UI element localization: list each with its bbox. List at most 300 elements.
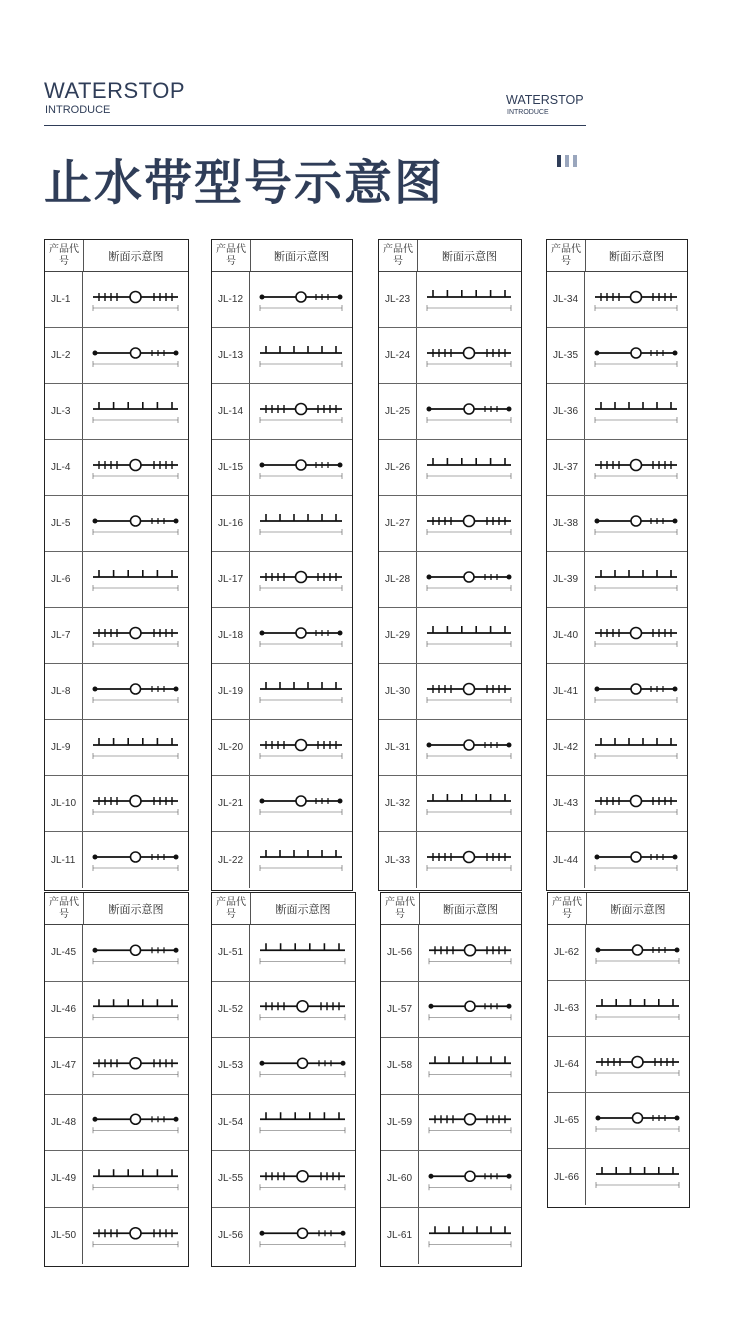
spec-table-1 (44, 239, 189, 891)
waterstop-profile-icon (423, 1213, 517, 1260)
table-row (45, 440, 188, 496)
table-row (212, 982, 355, 1039)
table-row (212, 1151, 355, 1208)
product-code: JL-11 (45, 832, 83, 888)
table-row (379, 720, 521, 776)
product-code: JL-21 (212, 776, 250, 831)
waterstop-profile-icon (589, 445, 683, 491)
table-row (212, 832, 352, 888)
table-row (548, 1037, 689, 1093)
waterstop-profile-icon (421, 389, 517, 435)
waterstop-profile-icon (254, 389, 348, 435)
waterstop-profile-icon (254, 1043, 351, 1090)
waterstop-profile-icon (590, 930, 685, 976)
waterstop-profile-icon (254, 725, 348, 771)
table-row (45, 832, 188, 888)
product-code: JL-5 (45, 496, 83, 551)
waterstop-profile-icon (589, 333, 683, 379)
spec-table-3 (378, 239, 522, 891)
table-row (212, 608, 352, 664)
waterstop-profile-icon (589, 557, 683, 603)
table-row (379, 664, 521, 720)
waterstop-profile-icon (589, 725, 683, 771)
table-row (212, 664, 352, 720)
product-code: JL-61 (381, 1208, 419, 1265)
waterstop-profile-icon (254, 445, 348, 491)
product-code: JL-25 (379, 384, 417, 439)
table-row (381, 1151, 521, 1208)
waterstop-profile-icon (254, 930, 351, 977)
product-code: JL-51 (212, 925, 250, 981)
product-code: JL-38 (547, 496, 585, 551)
table-header (45, 893, 188, 925)
product-code: JL-1 (45, 272, 83, 327)
section-diagram (417, 496, 521, 551)
section-diagram (417, 552, 521, 607)
brand-subtitle: INTRODUCE (45, 104, 111, 116)
product-code: JL-43 (547, 776, 585, 831)
product-code: JL-9 (45, 720, 83, 775)
section-diagram (419, 1095, 521, 1151)
waterstop-profile-icon (87, 277, 184, 323)
product-code: JL-24 (379, 328, 417, 383)
table-header (212, 240, 352, 272)
waterstop-profile-icon (87, 930, 184, 977)
table-row (548, 925, 689, 981)
table-row (45, 776, 188, 832)
brand-title: WATERSTOP (44, 78, 185, 103)
waterstop-profile-icon (421, 445, 517, 491)
section-diagram (83, 272, 188, 327)
product-code: JL-58 (381, 1038, 419, 1094)
table-row (379, 440, 521, 496)
section-diagram (83, 1208, 188, 1265)
section-diagram (419, 925, 521, 981)
waterstop-profile-icon (87, 557, 184, 603)
product-code: JL-2 (45, 328, 83, 383)
section-diagram (586, 981, 689, 1036)
product-code: JL-45 (45, 925, 83, 981)
code-column-header: 产品代号 (45, 893, 84, 924)
product-code: JL-59 (381, 1095, 419, 1151)
product-code: JL-27 (379, 496, 417, 551)
product-code: JL-64 (548, 1037, 586, 1092)
product-code: JL-18 (212, 608, 250, 663)
waterstop-profile-icon (254, 277, 348, 323)
waterstop-profile-icon (589, 669, 683, 715)
section-diagram (417, 720, 521, 775)
section-diagram (250, 1095, 355, 1151)
waterstop-profile-icon (589, 501, 683, 547)
table-row (212, 552, 352, 608)
product-code: JL-35 (547, 328, 585, 383)
section-diagram (250, 552, 352, 607)
waterstop-profile-icon (254, 1099, 351, 1146)
product-code: JL-46 (45, 982, 83, 1038)
diagram-column-header: 断面示意图 (609, 249, 664, 263)
section-diagram (250, 1038, 355, 1094)
section-diagram (417, 440, 521, 495)
waterstop-profile-icon (87, 613, 184, 659)
table-row (379, 496, 521, 552)
section-diagram (417, 776, 521, 831)
product-code: JL-60 (381, 1151, 419, 1207)
section-diagram (83, 1095, 188, 1151)
section-diagram (250, 384, 352, 439)
product-code: JL-54 (212, 1095, 250, 1151)
section-diagram (586, 1037, 689, 1092)
product-code: JL-6 (45, 552, 83, 607)
code-column-header: 产品代号 (212, 240, 251, 271)
table-row (212, 1208, 355, 1265)
section-diagram (250, 496, 352, 551)
waterstop-profile-icon (589, 277, 683, 323)
product-code: JL-44 (547, 832, 585, 888)
table-row (212, 1095, 355, 1152)
table-row (381, 1208, 521, 1265)
waterstop-profile-icon (87, 389, 184, 435)
spec-table-2 (211, 239, 353, 891)
table-row (45, 384, 188, 440)
waterstop-profile-icon (589, 781, 683, 827)
product-code: JL-50 (45, 1208, 83, 1265)
table-row (547, 496, 687, 552)
code-column-header: 产品代号 (212, 893, 251, 924)
product-code: JL-62 (548, 925, 586, 980)
waterstop-profile-icon (87, 1156, 184, 1203)
table-row (547, 384, 687, 440)
section-diagram (585, 664, 687, 719)
section-diagram (585, 384, 687, 439)
table-row (45, 608, 188, 664)
product-code: JL-3 (45, 384, 83, 439)
product-code: JL-29 (379, 608, 417, 663)
code-column-header: 产品代号 (45, 240, 84, 271)
waterstop-profile-icon (590, 1042, 685, 1088)
table-row (212, 440, 352, 496)
product-code: JL-41 (547, 664, 585, 719)
section-diagram (585, 832, 687, 888)
product-code: JL-26 (379, 440, 417, 495)
section-diagram (250, 440, 352, 495)
table-header (212, 893, 355, 925)
waterstop-profile-icon (589, 389, 683, 435)
waterstop-profile-icon (87, 986, 184, 1033)
table-row (45, 552, 188, 608)
waterstop-profile-icon (87, 669, 184, 715)
table-row (547, 832, 687, 888)
table-row (379, 776, 521, 832)
table-row (547, 272, 687, 328)
waterstop-profile-icon (254, 837, 348, 883)
table-row (45, 720, 188, 776)
section-diagram (585, 776, 687, 831)
waterstop-profile-icon (254, 333, 348, 379)
section-diagram (250, 982, 355, 1038)
table-row (379, 272, 521, 328)
product-code: JL-13 (212, 328, 250, 383)
table-header (381, 893, 521, 925)
table-row (548, 981, 689, 1037)
waterstop-profile-icon (87, 837, 184, 883)
waterstop-profile-icon (254, 501, 348, 547)
table-row (45, 925, 188, 982)
waterstop-profile-icon (423, 1099, 517, 1146)
product-code: JL-36 (547, 384, 585, 439)
product-code: JL-42 (547, 720, 585, 775)
product-code: JL-19 (212, 664, 250, 719)
diagram-column-header: 断面示意图 (274, 249, 329, 263)
waterstop-profile-icon (421, 333, 517, 379)
section-diagram (83, 664, 188, 719)
waterstop-profile-icon (87, 333, 184, 379)
waterstop-profile-icon (589, 837, 683, 883)
section-diagram (83, 496, 188, 551)
product-code: JL-22 (212, 832, 250, 888)
section-diagram (83, 925, 188, 981)
product-code: JL-17 (212, 552, 250, 607)
waterstop-profile-icon (421, 277, 517, 323)
table-row (212, 776, 352, 832)
waterstop-profile-icon (87, 1213, 184, 1260)
waterstop-profile-icon (254, 1156, 351, 1203)
section-diagram (250, 1208, 355, 1265)
table-row (212, 328, 352, 384)
table-row (45, 272, 188, 328)
spec-table-7 (380, 892, 522, 1267)
table-row (547, 664, 687, 720)
section-diagram (250, 1151, 355, 1207)
table-row (379, 552, 521, 608)
table-row (45, 982, 188, 1039)
table-header (548, 893, 689, 925)
table-header (45, 240, 188, 272)
decorative-bars-icon (557, 154, 581, 172)
section-diagram (83, 720, 188, 775)
table-row (45, 1038, 188, 1095)
diagram-column-header: 断面示意图 (443, 902, 498, 916)
section-diagram (250, 720, 352, 775)
section-diagram (419, 1151, 521, 1207)
product-code: JL-16 (212, 496, 250, 551)
section-diagram (586, 925, 689, 980)
section-diagram (586, 1093, 689, 1148)
product-code: JL-15 (212, 440, 250, 495)
waterstop-profile-icon (590, 1154, 685, 1200)
section-diagram (83, 982, 188, 1038)
product-code: JL-65 (548, 1093, 586, 1148)
table-row (381, 925, 521, 982)
product-code: JL-34 (547, 272, 585, 327)
table-header (547, 240, 687, 272)
section-diagram (419, 1038, 521, 1094)
diagram-column-header: 断面示意图 (275, 902, 331, 916)
table-row (381, 982, 521, 1039)
brand-subtitle-small: INTRODUCE (507, 109, 549, 116)
table-row (381, 1038, 521, 1095)
product-code: JL-20 (212, 720, 250, 775)
product-code: JL-30 (379, 664, 417, 719)
section-diagram (585, 552, 687, 607)
table-row (45, 496, 188, 552)
section-diagram (250, 925, 355, 981)
table-row (212, 272, 352, 328)
table-row (381, 1095, 521, 1152)
waterstop-profile-icon (421, 613, 517, 659)
diagram-column-header: 断面示意图 (442, 249, 497, 263)
header-divider (44, 125, 586, 126)
section-diagram (585, 440, 687, 495)
product-code: JL-32 (379, 776, 417, 831)
waterstop-profile-icon (254, 781, 348, 827)
spec-table-4 (546, 239, 688, 891)
section-diagram (585, 720, 687, 775)
waterstop-profile-icon (87, 781, 184, 827)
table-row (379, 832, 521, 888)
table-row (45, 1095, 188, 1152)
waterstop-profile-icon (421, 557, 517, 603)
section-diagram (585, 608, 687, 663)
section-diagram (417, 384, 521, 439)
table-row (379, 384, 521, 440)
product-code: JL-4 (45, 440, 83, 495)
waterstop-profile-icon (87, 1043, 184, 1090)
product-code: JL-56 (381, 925, 419, 981)
section-diagram (250, 328, 352, 383)
product-code: JL-52 (212, 982, 250, 1038)
section-diagram (250, 664, 352, 719)
section-diagram (419, 1208, 521, 1265)
table-row (547, 608, 687, 664)
section-diagram (585, 496, 687, 551)
product-code: JL-49 (45, 1151, 83, 1207)
product-code: JL-12 (212, 272, 250, 327)
code-column-header: 产品代号 (548, 893, 587, 924)
table-row (212, 720, 352, 776)
waterstop-profile-icon (421, 669, 517, 715)
diagram-column-header: 断面示意图 (610, 902, 666, 916)
spec-table-5 (44, 892, 189, 1267)
table-row (212, 496, 352, 552)
product-code: JL-28 (379, 552, 417, 607)
product-code: JL-39 (547, 552, 585, 607)
table-row (45, 1151, 188, 1208)
section-diagram (83, 1151, 188, 1207)
waterstop-profile-icon (254, 669, 348, 715)
product-code: JL-55 (212, 1151, 250, 1207)
table-row (45, 664, 188, 720)
waterstop-profile-icon (421, 781, 517, 827)
spec-table-8 (547, 892, 690, 1208)
waterstop-profile-icon (254, 1213, 351, 1260)
product-code: JL-56 (212, 1208, 250, 1265)
section-diagram (83, 328, 188, 383)
section-diagram (83, 440, 188, 495)
table-header (379, 240, 521, 272)
waterstop-profile-icon (87, 1099, 184, 1146)
product-code: JL-40 (547, 608, 585, 663)
product-code: JL-53 (212, 1038, 250, 1094)
table-row (379, 608, 521, 664)
code-column-header: 产品代号 (379, 240, 418, 271)
product-code: JL-63 (548, 981, 586, 1036)
section-diagram (585, 272, 687, 327)
section-diagram (417, 328, 521, 383)
page-title: 止水带型号示意图 (44, 155, 445, 211)
table-row (212, 925, 355, 982)
waterstop-profile-icon (87, 445, 184, 491)
product-code: JL-66 (548, 1149, 586, 1205)
waterstop-profile-icon (423, 1043, 517, 1090)
table-row (547, 720, 687, 776)
table-row (547, 328, 687, 384)
waterstop-profile-icon (423, 1156, 517, 1203)
waterstop-profile-icon (87, 501, 184, 547)
product-code: JL-23 (379, 272, 417, 327)
product-code: JL-37 (547, 440, 585, 495)
product-code: JL-48 (45, 1095, 83, 1151)
product-code: JL-14 (212, 384, 250, 439)
waterstop-profile-icon (254, 557, 348, 603)
waterstop-profile-icon (254, 986, 351, 1033)
table-row (45, 1208, 188, 1265)
table-row (212, 1038, 355, 1095)
table-row (45, 328, 188, 384)
spec-table-6 (211, 892, 356, 1267)
table-row (548, 1093, 689, 1149)
section-diagram (586, 1149, 689, 1205)
waterstop-profile-icon (590, 986, 685, 1032)
table-row (548, 1149, 689, 1205)
section-diagram (419, 982, 521, 1038)
waterstop-profile-icon (421, 725, 517, 771)
section-diagram (250, 608, 352, 663)
table-row (547, 552, 687, 608)
section-diagram (417, 832, 521, 888)
brand-title-small: WATERSTOP (506, 93, 584, 107)
section-diagram (83, 832, 188, 888)
waterstop-profile-icon (589, 613, 683, 659)
product-code: JL-33 (379, 832, 417, 888)
waterstop-profile-icon (423, 986, 517, 1033)
section-diagram (250, 272, 352, 327)
table-row (379, 328, 521, 384)
waterstop-profile-icon (423, 930, 517, 977)
section-diagram (250, 832, 352, 888)
section-diagram (83, 776, 188, 831)
code-column-header: 产品代号 (547, 240, 586, 271)
section-diagram (417, 608, 521, 663)
section-diagram (250, 776, 352, 831)
product-code: JL-47 (45, 1038, 83, 1094)
waterstop-profile-icon (254, 613, 348, 659)
section-diagram (83, 552, 188, 607)
product-code: JL-8 (45, 664, 83, 719)
section-diagram (417, 664, 521, 719)
waterstop-profile-icon (421, 837, 517, 883)
table-row (547, 776, 687, 832)
code-column-header: 产品代号 (381, 893, 420, 924)
section-diagram (585, 328, 687, 383)
table-row (547, 440, 687, 496)
product-code: JL-57 (381, 982, 419, 1038)
section-diagram (417, 272, 521, 327)
product-code: JL-7 (45, 608, 83, 663)
section-diagram (83, 384, 188, 439)
product-code: JL-31 (379, 720, 417, 775)
table-row (212, 384, 352, 440)
waterstop-profile-icon (590, 1098, 685, 1144)
